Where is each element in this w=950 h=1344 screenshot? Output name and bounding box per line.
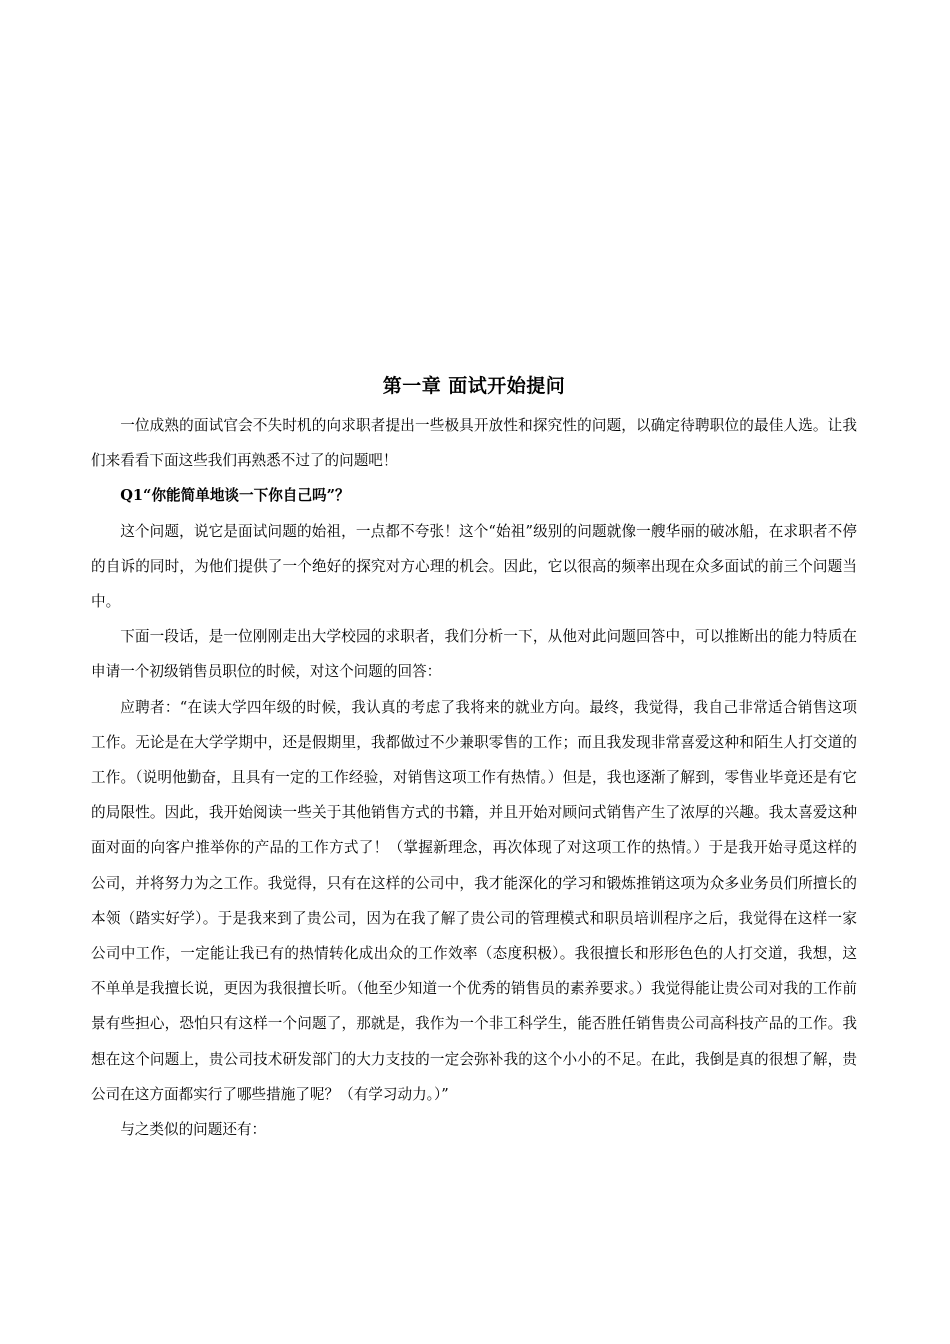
applicant-answer-paragraph: 应聘者：“在读大学四年级的时候，我认真的考虑了我将来的就业方向。最终，我觉得，我自己非常适合销售这项工作。无论是在大学学期中，还是假期里，我都做过不少兼职零售的工作；而且我发现非常喜爱这种和陌生人打交道的工作。（说明他勤奋，且具有一定的工作经验，对销售这项工作有热情。）但是，我也逐渐了解到，零售业毕竟还是有它的局限性。因此，我开始阅读一些关于其他销售方式的书籍，并且开始对顾问式销售产生了浓厚的兴趣。我太喜爱这种面对面的向客户推举你的产品的工作方式了！（掌握新理念，再次体现了对这项工作的热情。）于是我开始寻觅这样的公司，并将努力为之工作。我觉得，只有在这样的公司中，我才能深化的学习和锻炼推销这项为众多业务员们所擅长的本领（踏实好学）。于是我来到了贵公司，因为在我了解了贵公司的管理模式和职员培训程序之后，我觉得在这样一家公司中工作，一定能让我已有的热情转化成出众的工作效率（态度积极）。我很擅长和形形色色的人打交道，我想，这不单单是我擅长说，更因为我很擅长听。（他至少知道一个优秀的销售员的素养要求。）我觉得能让贵公司对我的工作前景有些担心，恐怕只有这样一个问题了，那就是，我作为一个非工科学生，能否胜任销售贵公司高科技产品的工作。我想在这个问题上，贵公司技术研发部门的大力支技的一定会弥补我的这个小小的不足。在此，我倒是真的很想了解，贵公司在这方面都实行了哪些措施了呢？（有学习动力。）” [91, 698, 857, 1103]
document-body [91, 372, 857, 1147]
question-heading: Q1“你能简单地谈一下你自己吗”？ [120, 487, 350, 505]
chapter-title: 第一章 面试开始提问 [382, 375, 566, 397]
body-paragraph-2: 下面一段话，是一位刚刚走出大学校园的求职者，我们分析一下，从他对此问题回答中，可以推断出的能力特质在申请一个初级销售员职位的时候，对这个问题的回答： [91, 628, 857, 681]
body-paragraph-4: 与之类似的问题还有： [120, 1121, 267, 1139]
body-paragraph-1: 这个问题，说它是面试问题的始祖，一点都不夸张！这个“始祖”级别的问题就像一艘华丽的破冰船，在求职者不停的自诉的同时，为他们提供了一个绝好的探究对方心理的机会。因此，它以很高的频率出现在众多面试的前三个问题当中。 [91, 522, 857, 611]
intro-paragraph: 一位成熟的面试官会不失时机的向求职者提出一些极具开放性和探究性的问题，以确定待聘职位的最佳人选。让我们来看看下面这些我们再熟悉不过了的问题吧！ [91, 417, 857, 470]
